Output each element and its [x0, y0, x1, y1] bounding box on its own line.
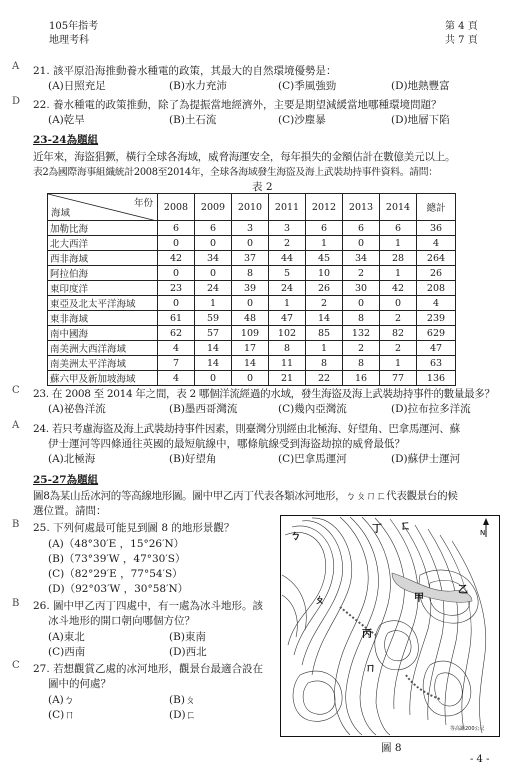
question-27-stem-line1: 27. 若想觀賞乙處的冰河地形，觀景台最適合設在 — [33, 663, 264, 675]
incident-count-cell: 82 — [380, 326, 417, 341]
incident-count-cell: 0 — [158, 266, 195, 281]
answer-mark-24: A — [12, 420, 20, 431]
table-corner-cell — [48, 194, 158, 221]
incident-count-cell: 14 — [306, 311, 343, 326]
q25-option-b[interactable]: (B)（73°39′W ，47°30′S） — [48, 553, 186, 565]
incident-count-cell: 34 — [343, 251, 380, 266]
incident-count-cell: 6 — [306, 221, 343, 236]
total-count-cell: 136 — [417, 371, 456, 386]
incident-count-cell: 8 — [343, 311, 380, 326]
group-23-24-intro-line2: 表2為國際海事組織統計2008至2014年，全球各海域發生海盜及海上武裝劫持事件資料。請問： — [33, 167, 438, 178]
incident-count-cell: 45 — [306, 251, 343, 266]
figure-8-caption: 圖 8 — [381, 742, 402, 754]
answer-mark-21: A — [12, 61, 20, 72]
incident-count-cell: 22 — [306, 371, 343, 386]
corner-sea-label: 海域 — [51, 208, 71, 219]
q23-option-d[interactable]: (D)拉布拉多洋流 — [391, 403, 471, 415]
sea-region-name: 南美洲太平洋海域 — [48, 356, 158, 371]
answer-mark-23: C — [12, 385, 20, 396]
question-21-stem: 21. 該平原沿海推動養水種電的政策，其最大的自然環境優勢是： — [33, 65, 337, 77]
incident-count-cell: 0 — [158, 296, 195, 311]
incident-count-cell: 14 — [195, 341, 232, 356]
table-row — [48, 326, 456, 341]
answer-mark-22: D — [12, 96, 21, 107]
incident-count-cell: 30 — [343, 281, 380, 296]
incident-count-cell: 0 — [232, 296, 269, 311]
incident-count-cell: 85 — [306, 326, 343, 341]
q25-option-c[interactable]: (C)（82°29′E ，77°54′S） — [48, 568, 183, 580]
table-2 — [47, 193, 456, 386]
incident-count-cell: 0 — [343, 296, 380, 311]
question-26-stem-line1: 26. 圖中甲乙丙丁四處中，有一處為冰斗地形。該 — [33, 600, 264, 612]
incident-count-cell: 0 — [232, 236, 269, 251]
year-header: 2008 — [158, 194, 195, 221]
q27-option-d[interactable]: (D)ㄈ — [169, 709, 197, 721]
incident-count-cell: 11 — [269, 356, 306, 371]
incident-count-cell: 21 — [269, 371, 306, 386]
incident-count-cell: 26 — [306, 281, 343, 296]
answer-mark-25: B — [12, 519, 20, 530]
table-row — [48, 266, 456, 281]
incident-count-cell: 6 — [380, 221, 417, 236]
incident-count-cell: 39 — [232, 281, 269, 296]
incident-count-cell: 28 — [380, 251, 417, 266]
answer-mark-27: C — [12, 660, 20, 671]
table-row — [48, 311, 456, 326]
sea-region-name: 加勒比海 — [48, 221, 158, 236]
table-header-row — [48, 194, 456, 221]
group-25-27-intro-line2: 選位置。請問： — [33, 505, 107, 517]
q21-option-c[interactable]: (C)季風強勁 — [278, 80, 337, 92]
map-label-bo: ㄅ — [290, 529, 301, 542]
total-count-cell: 264 — [417, 251, 456, 266]
table-row — [48, 236, 456, 251]
page-number: 第 4 頁 — [445, 21, 478, 32]
table-row — [48, 251, 456, 266]
total-count-cell: 208 — [417, 281, 456, 296]
incident-count-cell: 37 — [232, 251, 269, 266]
incident-count-cell: 0 — [195, 236, 232, 251]
question-26-stem-line2: 冰斗地形的開口朝向哪個方位？ — [48, 615, 195, 627]
incident-count-cell: 24 — [269, 281, 306, 296]
map-label-mo: ㄇ — [365, 661, 376, 674]
sea-region-name: 東亞及北太平洋海域 — [48, 296, 158, 311]
incident-count-cell: 6 — [158, 221, 195, 236]
incident-count-cell: 0 — [232, 371, 269, 386]
sea-region-name: 東非海域 — [48, 311, 158, 326]
incident-count-cell: 1 — [306, 236, 343, 251]
incident-count-cell: 0 — [343, 236, 380, 251]
year-header: 2013 — [343, 194, 380, 221]
incident-count-cell: 42 — [158, 251, 195, 266]
q25-option-d[interactable]: (D)（92°03′W ，30°58′N） — [48, 583, 189, 595]
incident-count-cell: 1 — [380, 236, 417, 251]
sea-region-name: 北大西洋 — [48, 236, 158, 251]
group-23-24-intro-line1: 近年來，海盜猖獗，橫行全球各海域，威脅海運安全，每年損失的金額估計在數億美元以上。 — [33, 151, 456, 163]
table-row — [48, 221, 456, 236]
incident-count-cell: 1 — [306, 341, 343, 356]
q22-option-a[interactable]: (A)乾旱 — [48, 114, 85, 126]
total-count-cell: 63 — [417, 356, 456, 371]
incident-count-cell: 2 — [269, 236, 306, 251]
q26-option-a[interactable]: (A)東北 — [48, 631, 85, 643]
incident-count-cell: 6 — [343, 221, 380, 236]
group-23-24-title: 23-24為題組 — [33, 134, 99, 146]
table-row — [48, 356, 456, 371]
sea-region-name: 蘇六甲及新加坡海域 — [48, 371, 158, 386]
table-2-title: 表 2 — [252, 181, 273, 193]
total-count-cell: 4 — [417, 236, 456, 251]
map-label-yi: 乙 — [458, 585, 468, 596]
total-count-cell: 47 — [417, 341, 456, 356]
incident-count-cell: 132 — [343, 326, 380, 341]
q24-option-a[interactable]: (A)北極海 — [48, 453, 96, 465]
incident-count-cell: 10 — [306, 266, 343, 281]
question-24-stem-line1: 24. 若只考慮海盜及海上武裝劫持事件因素，則臺灣分別經由北極海、好望角、巴拿馬運河、蘇 — [33, 423, 460, 435]
q25-option-a[interactable]: (A)（48°30′E ，15°26′N） — [48, 538, 185, 550]
map-label-fo: ㄈ — [400, 519, 411, 532]
q23-option-a[interactable]: (A)祕魯洋流 — [48, 403, 106, 415]
group-25-27-title: 25-27為題組 — [33, 474, 99, 486]
year-header: 2014 — [380, 194, 417, 221]
incident-count-cell: 5 — [269, 266, 306, 281]
incident-count-cell: 61 — [158, 311, 195, 326]
q27-option-a[interactable]: (A)ㄅ — [48, 694, 75, 706]
answer-mark-26: B — [12, 598, 20, 609]
footer-page-number: - 4 - — [470, 754, 490, 765]
question-23-stem: 23. 在 2008 至 2014 年之間，表 2 哪個洋流經過的水域，發生海盜及海上武裝劫持事件的數量最多？ — [33, 388, 495, 400]
incident-count-cell: 6 — [195, 221, 232, 236]
incident-count-cell: 2 — [380, 311, 417, 326]
q24-option-b[interactable]: (B)好望角 — [169, 453, 217, 465]
map-scale-note: 等高距200公尺 — [450, 726, 485, 732]
incident-count-cell: 14 — [232, 356, 269, 371]
total-count-cell: 36 — [417, 221, 456, 236]
q27-option-b[interactable]: (B)ㄆ — [169, 694, 196, 706]
incident-count-cell: 62 — [158, 326, 195, 341]
incident-count-cell: 102 — [269, 326, 306, 341]
exam-year: 105年指考 — [49, 21, 99, 32]
incident-count-cell: 44 — [269, 251, 306, 266]
incident-count-cell: 17 — [232, 341, 269, 356]
incident-count-cell: 1 — [380, 266, 417, 281]
table-row — [48, 371, 456, 386]
incident-count-cell: 42 — [380, 281, 417, 296]
incident-count-cell: 0 — [195, 266, 232, 281]
exam-subject: 地理考科 — [49, 35, 89, 46]
table-row — [48, 341, 456, 356]
incident-count-cell: 7 — [158, 356, 195, 371]
incident-count-cell: 1 — [380, 356, 417, 371]
incident-count-cell: 2 — [343, 266, 380, 281]
incident-count-cell: 2 — [343, 341, 380, 356]
north-label: N — [480, 529, 486, 537]
total-header: 總計 — [417, 194, 456, 221]
q26-option-d[interactable]: (D)西北 — [169, 646, 207, 658]
figure-8-contour-map — [280, 515, 500, 737]
corner-year-label: 年份 — [133, 198, 153, 209]
incident-count-cell: 4 — [158, 341, 195, 356]
incident-count-cell: 3 — [269, 221, 306, 236]
incident-count-cell: 59 — [195, 311, 232, 326]
incident-count-cell: 48 — [232, 311, 269, 326]
q21-option-a[interactable]: (A)日照充足 — [48, 80, 106, 92]
incident-count-cell: 16 — [343, 371, 380, 386]
q24-option-c[interactable]: (C)巴拿馬運河 — [278, 453, 347, 465]
map-label-po: ㄆ — [314, 593, 325, 606]
incident-count-cell: 47 — [269, 311, 306, 326]
incident-count-cell: 77 — [380, 371, 417, 386]
incident-count-cell: 1 — [269, 296, 306, 311]
incident-count-cell: 2 — [306, 296, 343, 311]
q23-option-b[interactable]: (B)墨西哥灣流 — [169, 403, 238, 415]
question-22-stem: 22. 養水種電的政策推動，除了為提振當地經濟外，主要是期望減緩當地哪種環境問題？ — [33, 99, 442, 111]
q21-option-d[interactable]: (D)地熱豐富 — [391, 80, 450, 92]
q22-option-b[interactable]: (B)土石流 — [169, 114, 217, 126]
sea-region-name: 阿拉伯海 — [48, 266, 158, 281]
sea-region-name: 南美洲大西洋海域 — [48, 341, 158, 356]
q26-option-b[interactable]: (B)東南 — [169, 631, 206, 643]
map-label-ding: 丁 — [372, 524, 382, 535]
incident-count-cell: 8 — [232, 266, 269, 281]
incident-count-cell: 57 — [195, 326, 232, 341]
incident-count-cell: 0 — [195, 371, 232, 386]
incident-count-cell: 24 — [195, 281, 232, 296]
incident-count-cell: 8 — [306, 356, 343, 371]
question-25-stem: 25. 下列何處最可能見到圖 8 的地形景觀？ — [33, 522, 235, 534]
sea-region-name: 西非海域 — [48, 251, 158, 266]
total-count-cell: 239 — [417, 311, 456, 326]
total-count-cell: 4 — [417, 296, 456, 311]
q21-option-b[interactable]: (B)水力充沛 — [169, 80, 227, 92]
incident-count-cell: 109 — [232, 326, 269, 341]
incident-count-cell: 0 — [380, 296, 417, 311]
q27-option-c[interactable]: (C)ㄇ — [48, 709, 75, 721]
total-count-cell: 26 — [417, 266, 456, 281]
incident-count-cell: 8 — [343, 356, 380, 371]
incident-count-cell: 2 — [380, 341, 417, 356]
sea-region-name: 南中國海 — [48, 326, 158, 341]
incident-count-cell: 4 — [158, 371, 195, 386]
incident-count-cell: 1 — [195, 296, 232, 311]
group-25-27-intro-line1: 圖8為某山岳冰河的等高線地形圖。圖中甲乙丙丁代表各類冰河地形，ㄅㄆㄇㄈ代表觀景台的候 — [33, 490, 458, 502]
incident-count-cell: 14 — [195, 356, 232, 371]
q22-option-d[interactable]: (D)地層下陷 — [391, 114, 450, 126]
year-header: 2012 — [306, 194, 343, 221]
q22-option-c[interactable]: (C)沙塵暴 — [278, 114, 326, 126]
map-label-jia: 甲 — [414, 593, 424, 604]
question-24-stem-line2: 伊士運河等四條通往英國的最短航線中，哪條航線受到海盜劫掠的威脅最低？ — [48, 438, 405, 450]
incident-count-cell: 23 — [158, 281, 195, 296]
question-27-stem-line2: 圖中的何處？ — [48, 678, 111, 690]
map-label-bing: 丙 — [362, 629, 372, 640]
incident-count-cell: 3 — [232, 221, 269, 236]
incident-count-cell: 34 — [195, 251, 232, 266]
incident-count-cell: 8 — [269, 341, 306, 356]
table-row — [48, 296, 456, 311]
total-count-cell: 629 — [417, 326, 456, 341]
q23-option-c[interactable]: (C)幾內亞灣流 — [278, 403, 347, 415]
q26-option-c[interactable]: (C)西南 — [48, 646, 86, 658]
year-header: 2009 — [195, 194, 232, 221]
sea-region-name: 東印度洋 — [48, 281, 158, 296]
year-header: 2010 — [232, 194, 269, 221]
table-row — [48, 281, 456, 296]
incident-count-cell: 0 — [158, 236, 195, 251]
total-pages: 共 7 頁 — [445, 35, 478, 46]
q24-option-d[interactable]: (D)蘇伊士運河 — [391, 453, 461, 465]
year-header: 2011 — [269, 194, 306, 221]
